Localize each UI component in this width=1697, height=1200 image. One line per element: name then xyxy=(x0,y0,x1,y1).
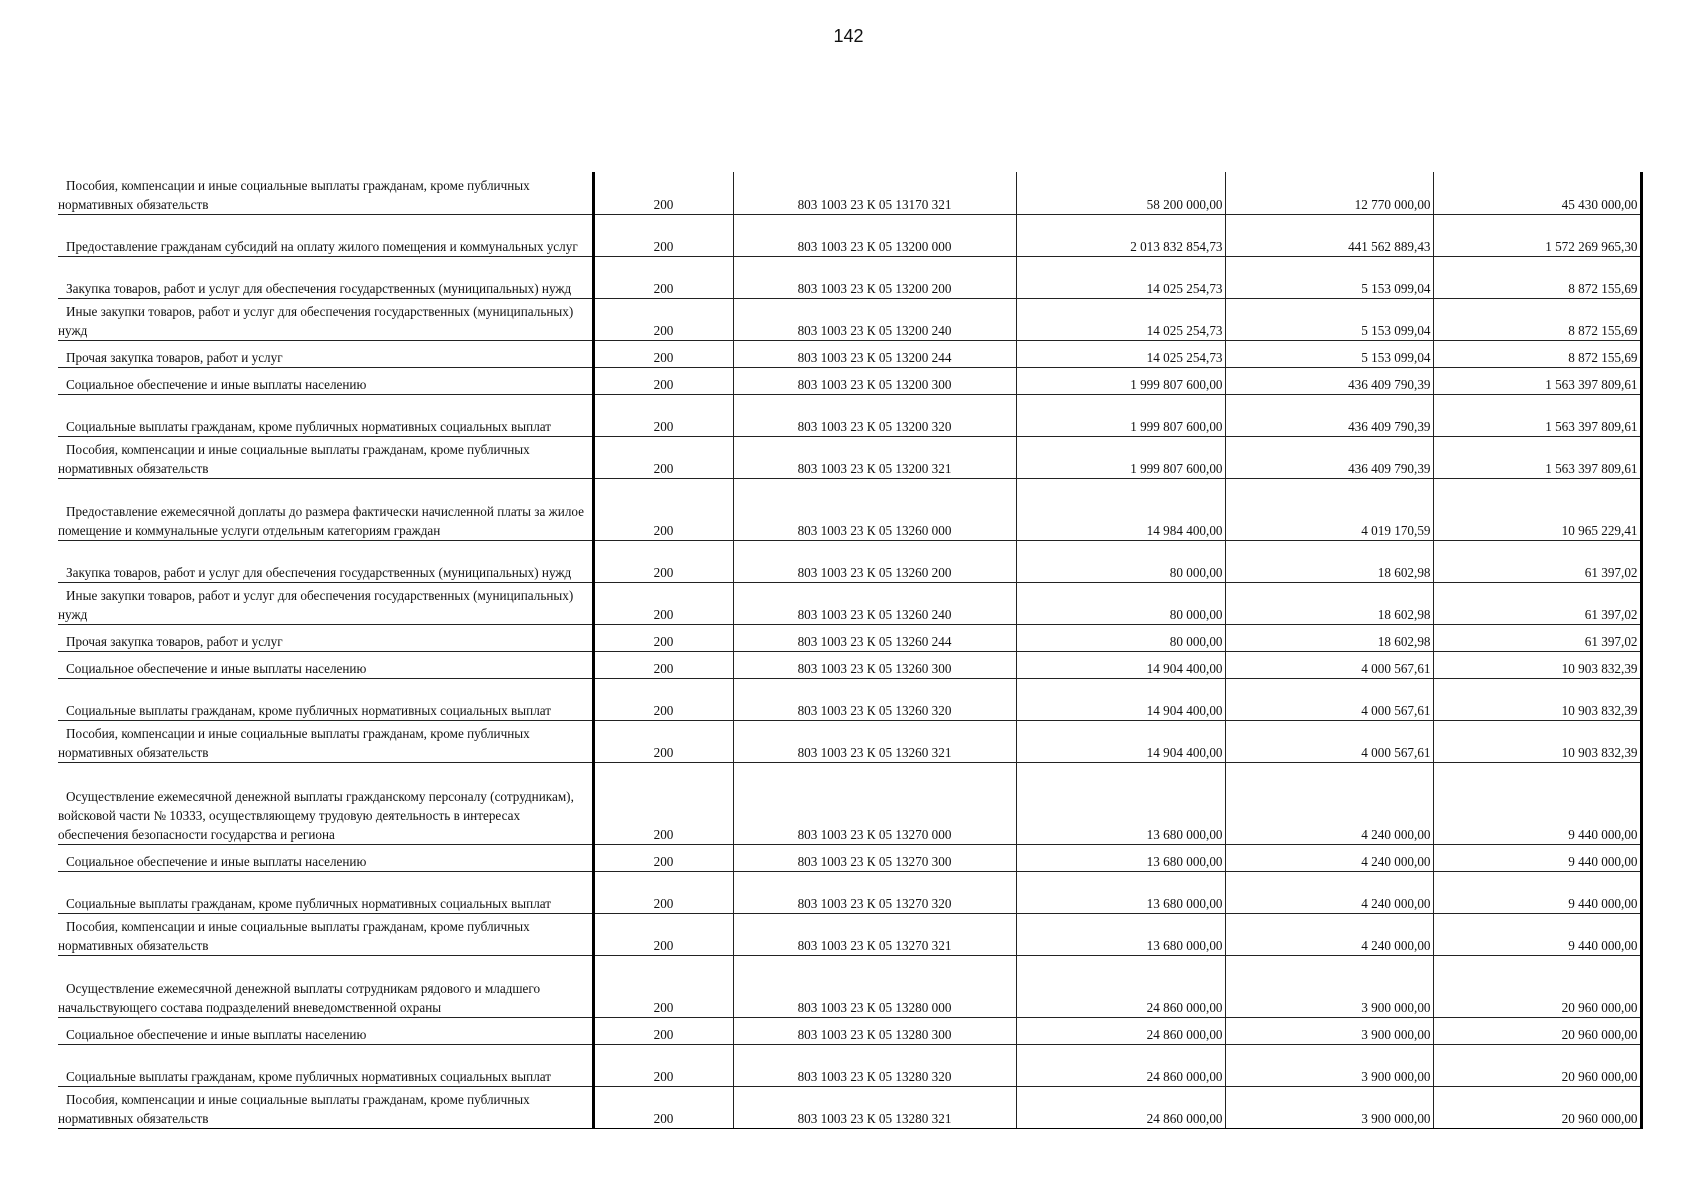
row-description: Социальное обеспечение и иные выплаты населению xyxy=(58,844,593,871)
row-unexecuted-amount: 61 397,02 xyxy=(1433,624,1641,651)
row-approved-amount: 24 860 000,00 xyxy=(1016,1086,1225,1128)
row-executed-amount: 3 900 000,00 xyxy=(1225,955,1433,1017)
row-unexecuted-amount: 9 440 000,00 xyxy=(1433,871,1641,913)
row-executed-amount: 4 000 567,61 xyxy=(1225,651,1433,678)
row-description: Закупка товаров, работ и услуг для обеспечения государственных (муниципальных) нужд xyxy=(58,256,593,298)
row-code: 200 xyxy=(593,214,733,256)
row-code: 200 xyxy=(593,844,733,871)
budget-execution-table xyxy=(58,172,1643,1129)
page-number: 142 xyxy=(833,26,864,46)
row-approved-amount: 2 013 832 854,73 xyxy=(1016,214,1225,256)
row-unexecuted-amount: 45 430 000,00 xyxy=(1433,172,1641,214)
row-budget-classification-code: 803 1003 23 К 05 13280 321 xyxy=(733,1086,1016,1128)
row-budget-classification-code: 803 1003 23 К 05 13260 244 xyxy=(733,624,1016,651)
row-executed-amount: 4 240 000,00 xyxy=(1225,871,1433,913)
row-budget-classification-code: 803 1003 23 К 05 13170 321 xyxy=(733,172,1016,214)
row-description: Предоставление ежемесячной доплаты до размера фактически начисленной платы за жилое помещение и коммунальные услуги отдельным категориям граждан xyxy=(58,478,593,540)
row-executed-amount: 4 000 567,61 xyxy=(1225,678,1433,720)
row-budget-classification-code: 803 1003 23 К 05 13260 240 xyxy=(733,582,1016,624)
row-executed-amount: 3 900 000,00 xyxy=(1225,1044,1433,1086)
row-executed-amount: 5 153 099,04 xyxy=(1225,256,1433,298)
row-approved-amount: 24 860 000,00 xyxy=(1016,1017,1225,1044)
row-approved-amount: 1 999 807 600,00 xyxy=(1016,367,1225,394)
row-approved-amount: 24 860 000,00 xyxy=(1016,955,1225,1017)
row-approved-amount: 14 904 400,00 xyxy=(1016,720,1225,762)
table-row xyxy=(58,651,1641,678)
row-description: Прочая закупка товаров, работ и услуг xyxy=(58,340,593,367)
row-code: 200 xyxy=(593,624,733,651)
row-unexecuted-amount: 8 872 155,69 xyxy=(1433,256,1641,298)
table-row xyxy=(58,394,1641,436)
row-budget-classification-code: 803 1003 23 К 05 13200 244 xyxy=(733,340,1016,367)
row-approved-amount: 14 904 400,00 xyxy=(1016,678,1225,720)
row-unexecuted-amount: 8 872 155,69 xyxy=(1433,340,1641,367)
row-description: Пособия, компенсации и иные социальные выплаты гражданам, кроме публичных нормативных обязательств xyxy=(58,1086,593,1128)
row-code: 200 xyxy=(593,582,733,624)
row-approved-amount: 14 025 254,73 xyxy=(1016,340,1225,367)
row-budget-classification-code: 803 1003 23 К 05 13270 300 xyxy=(733,844,1016,871)
row-budget-classification-code: 803 1003 23 К 05 13200 320 xyxy=(733,394,1016,436)
row-code: 200 xyxy=(593,478,733,540)
row-description: Пособия, компенсации и иные социальные выплаты гражданам, кроме публичных нормативных обязательств xyxy=(58,720,593,762)
row-executed-amount: 441 562 889,43 xyxy=(1225,214,1433,256)
row-unexecuted-amount: 20 960 000,00 xyxy=(1433,1086,1641,1128)
row-description: Социальное обеспечение и иные выплаты населению xyxy=(58,367,593,394)
row-unexecuted-amount: 61 397,02 xyxy=(1433,582,1641,624)
row-unexecuted-amount: 20 960 000,00 xyxy=(1433,1017,1641,1044)
table-row xyxy=(58,955,1641,1017)
row-code: 200 xyxy=(593,1044,733,1086)
row-code: 200 xyxy=(593,1017,733,1044)
row-budget-classification-code: 803 1003 23 К 05 13260 300 xyxy=(733,651,1016,678)
row-unexecuted-amount: 1 563 397 809,61 xyxy=(1433,394,1641,436)
table-row xyxy=(58,720,1641,762)
row-description: Пособия, компенсации и иные социальные выплаты гражданам, кроме публичных нормативных обязательств xyxy=(58,436,593,478)
row-approved-amount: 1 999 807 600,00 xyxy=(1016,436,1225,478)
row-executed-amount: 18 602,98 xyxy=(1225,582,1433,624)
row-description: Социальные выплаты гражданам, кроме публичных нормативных социальных выплат xyxy=(58,678,593,720)
table-row xyxy=(58,256,1641,298)
table-row xyxy=(58,172,1641,214)
row-executed-amount: 18 602,98 xyxy=(1225,624,1433,651)
row-approved-amount: 14 025 254,73 xyxy=(1016,256,1225,298)
table-row xyxy=(58,1086,1641,1128)
row-description: Социальное обеспечение и иные выплаты населению xyxy=(58,651,593,678)
table-row xyxy=(58,340,1641,367)
row-approved-amount: 80 000,00 xyxy=(1016,624,1225,651)
row-description: Социальные выплаты гражданам, кроме публичных нормативных социальных выплат xyxy=(58,1044,593,1086)
table-row xyxy=(58,367,1641,394)
table-row xyxy=(58,540,1641,582)
row-approved-amount: 13 680 000,00 xyxy=(1016,762,1225,844)
row-executed-amount: 3 900 000,00 xyxy=(1225,1086,1433,1128)
table-body xyxy=(58,172,1641,1128)
row-budget-classification-code: 803 1003 23 К 05 13200 300 xyxy=(733,367,1016,394)
row-description: Прочая закупка товаров, работ и услуг xyxy=(58,624,593,651)
table-row xyxy=(58,678,1641,720)
row-executed-amount: 4 000 567,61 xyxy=(1225,720,1433,762)
row-executed-amount: 436 409 790,39 xyxy=(1225,367,1433,394)
row-budget-classification-code: 803 1003 23 К 05 13200 200 xyxy=(733,256,1016,298)
row-executed-amount: 12 770 000,00 xyxy=(1225,172,1433,214)
row-budget-classification-code: 803 1003 23 К 05 13200 000 xyxy=(733,214,1016,256)
table-row xyxy=(58,762,1641,844)
row-budget-classification-code: 803 1003 23 К 05 13260 200 xyxy=(733,540,1016,582)
row-description: Закупка товаров, работ и услуг для обеспечения государственных (муниципальных) нужд xyxy=(58,540,593,582)
row-description: Пособия, компенсации и иные социальные выплаты гражданам, кроме публичных нормативных обязательств xyxy=(58,172,593,214)
table-row xyxy=(58,624,1641,651)
row-approved-amount: 13 680 000,00 xyxy=(1016,844,1225,871)
row-unexecuted-amount: 20 960 000,00 xyxy=(1433,955,1641,1017)
row-approved-amount: 14 984 400,00 xyxy=(1016,478,1225,540)
row-budget-classification-code: 803 1003 23 К 05 13260 321 xyxy=(733,720,1016,762)
row-code: 200 xyxy=(593,871,733,913)
row-description: Социальные выплаты гражданам, кроме публичных нормативных социальных выплат xyxy=(58,871,593,913)
table-row xyxy=(58,214,1641,256)
row-code: 200 xyxy=(593,340,733,367)
row-unexecuted-amount: 9 440 000,00 xyxy=(1433,913,1641,955)
row-approved-amount: 1 999 807 600,00 xyxy=(1016,394,1225,436)
row-description: Иные закупки товаров, работ и услуг для обеспечения государственных (муниципальных) нужд xyxy=(58,582,593,624)
row-code: 200 xyxy=(593,913,733,955)
row-description: Иные закупки товаров, работ и услуг для обеспечения государственных (муниципальных) нужд xyxy=(58,298,593,340)
row-unexecuted-amount: 10 965 229,41 xyxy=(1433,478,1641,540)
row-code: 200 xyxy=(593,540,733,582)
row-approved-amount: 80 000,00 xyxy=(1016,540,1225,582)
row-executed-amount: 436 409 790,39 xyxy=(1225,394,1433,436)
table-row xyxy=(58,1044,1641,1086)
row-executed-amount: 5 153 099,04 xyxy=(1225,340,1433,367)
row-approved-amount: 14 025 254,73 xyxy=(1016,298,1225,340)
row-code: 200 xyxy=(593,298,733,340)
row-description: Социальное обеспечение и иные выплаты населению xyxy=(58,1017,593,1044)
row-code: 200 xyxy=(593,394,733,436)
row-code: 200 xyxy=(593,678,733,720)
row-executed-amount: 5 153 099,04 xyxy=(1225,298,1433,340)
row-unexecuted-amount: 10 903 832,39 xyxy=(1433,678,1641,720)
row-executed-amount: 3 900 000,00 xyxy=(1225,1017,1433,1044)
row-unexecuted-amount: 1 563 397 809,61 xyxy=(1433,367,1641,394)
row-unexecuted-amount: 1 563 397 809,61 xyxy=(1433,436,1641,478)
table-row xyxy=(58,582,1641,624)
table-row xyxy=(58,1017,1641,1044)
row-unexecuted-amount: 10 903 832,39 xyxy=(1433,720,1641,762)
table-row xyxy=(58,871,1641,913)
row-budget-classification-code: 803 1003 23 К 05 13260 000 xyxy=(733,478,1016,540)
row-unexecuted-amount: 61 397,02 xyxy=(1433,540,1641,582)
row-budget-classification-code: 803 1003 23 К 05 13270 320 xyxy=(733,871,1016,913)
row-budget-classification-code: 803 1003 23 К 05 13270 321 xyxy=(733,913,1016,955)
row-description: Пособия, компенсации и иные социальные выплаты гражданам, кроме публичных нормативных обязательств xyxy=(58,913,593,955)
row-budget-classification-code: 803 1003 23 К 05 13270 000 xyxy=(733,762,1016,844)
row-unexecuted-amount: 9 440 000,00 xyxy=(1433,844,1641,871)
row-unexecuted-amount: 20 960 000,00 xyxy=(1433,1044,1641,1086)
row-code: 200 xyxy=(593,720,733,762)
row-budget-classification-code: 803 1003 23 К 05 13280 300 xyxy=(733,1017,1016,1044)
row-code: 200 xyxy=(593,256,733,298)
row-executed-amount: 4 019 170,59 xyxy=(1225,478,1433,540)
row-unexecuted-amount: 8 872 155,69 xyxy=(1433,298,1641,340)
row-unexecuted-amount: 1 572 269 965,30 xyxy=(1433,214,1641,256)
table-row xyxy=(58,478,1641,540)
row-description: Социальные выплаты гражданам, кроме публичных нормативных социальных выплат xyxy=(58,394,593,436)
row-code: 200 xyxy=(593,1086,733,1128)
row-code: 200 xyxy=(593,955,733,1017)
row-description: Предоставление гражданам субсидий на оплату жилого помещения и коммунальных услуг xyxy=(58,214,593,256)
row-description: Осуществление ежемесячной денежной выплаты гражданскому персоналу (сотрудникам), войсковой части № 10333, осуществляющему трудовую деятельность в интересах обеспечения безопасности государства и региона xyxy=(58,762,593,844)
table-row xyxy=(58,844,1641,871)
table-row xyxy=(58,436,1641,478)
row-approved-amount: 13 680 000,00 xyxy=(1016,871,1225,913)
row-code: 200 xyxy=(593,172,733,214)
row-budget-classification-code: 803 1003 23 К 05 13200 240 xyxy=(733,298,1016,340)
row-executed-amount: 4 240 000,00 xyxy=(1225,844,1433,871)
row-executed-amount: 4 240 000,00 xyxy=(1225,762,1433,844)
table-row xyxy=(58,298,1641,340)
row-executed-amount: 4 240 000,00 xyxy=(1225,913,1433,955)
row-code: 200 xyxy=(593,436,733,478)
row-code: 200 xyxy=(593,651,733,678)
row-budget-classification-code: 803 1003 23 К 05 13280 320 xyxy=(733,1044,1016,1086)
row-executed-amount: 18 602,98 xyxy=(1225,540,1433,582)
row-executed-amount: 436 409 790,39 xyxy=(1225,436,1433,478)
row-budget-classification-code: 803 1003 23 К 05 13260 320 xyxy=(733,678,1016,720)
row-code: 200 xyxy=(593,367,733,394)
row-code: 200 xyxy=(593,762,733,844)
row-unexecuted-amount: 10 903 832,39 xyxy=(1433,651,1641,678)
row-description: Осуществление ежемесячной денежной выплаты сотрудникам рядового и младшего начальствующего состава подразделений вневедомственной охраны xyxy=(58,955,593,1017)
row-unexecuted-amount: 9 440 000,00 xyxy=(1433,762,1641,844)
row-approved-amount: 14 904 400,00 xyxy=(1016,651,1225,678)
row-approved-amount: 80 000,00 xyxy=(1016,582,1225,624)
row-budget-classification-code: 803 1003 23 К 05 13200 321 xyxy=(733,436,1016,478)
row-approved-amount: 24 860 000,00 xyxy=(1016,1044,1225,1086)
row-approved-amount: 58 200 000,00 xyxy=(1016,172,1225,214)
row-approved-amount: 13 680 000,00 xyxy=(1016,913,1225,955)
row-budget-classification-code: 803 1003 23 К 05 13280 000 xyxy=(733,955,1016,1017)
table-row xyxy=(58,913,1641,955)
